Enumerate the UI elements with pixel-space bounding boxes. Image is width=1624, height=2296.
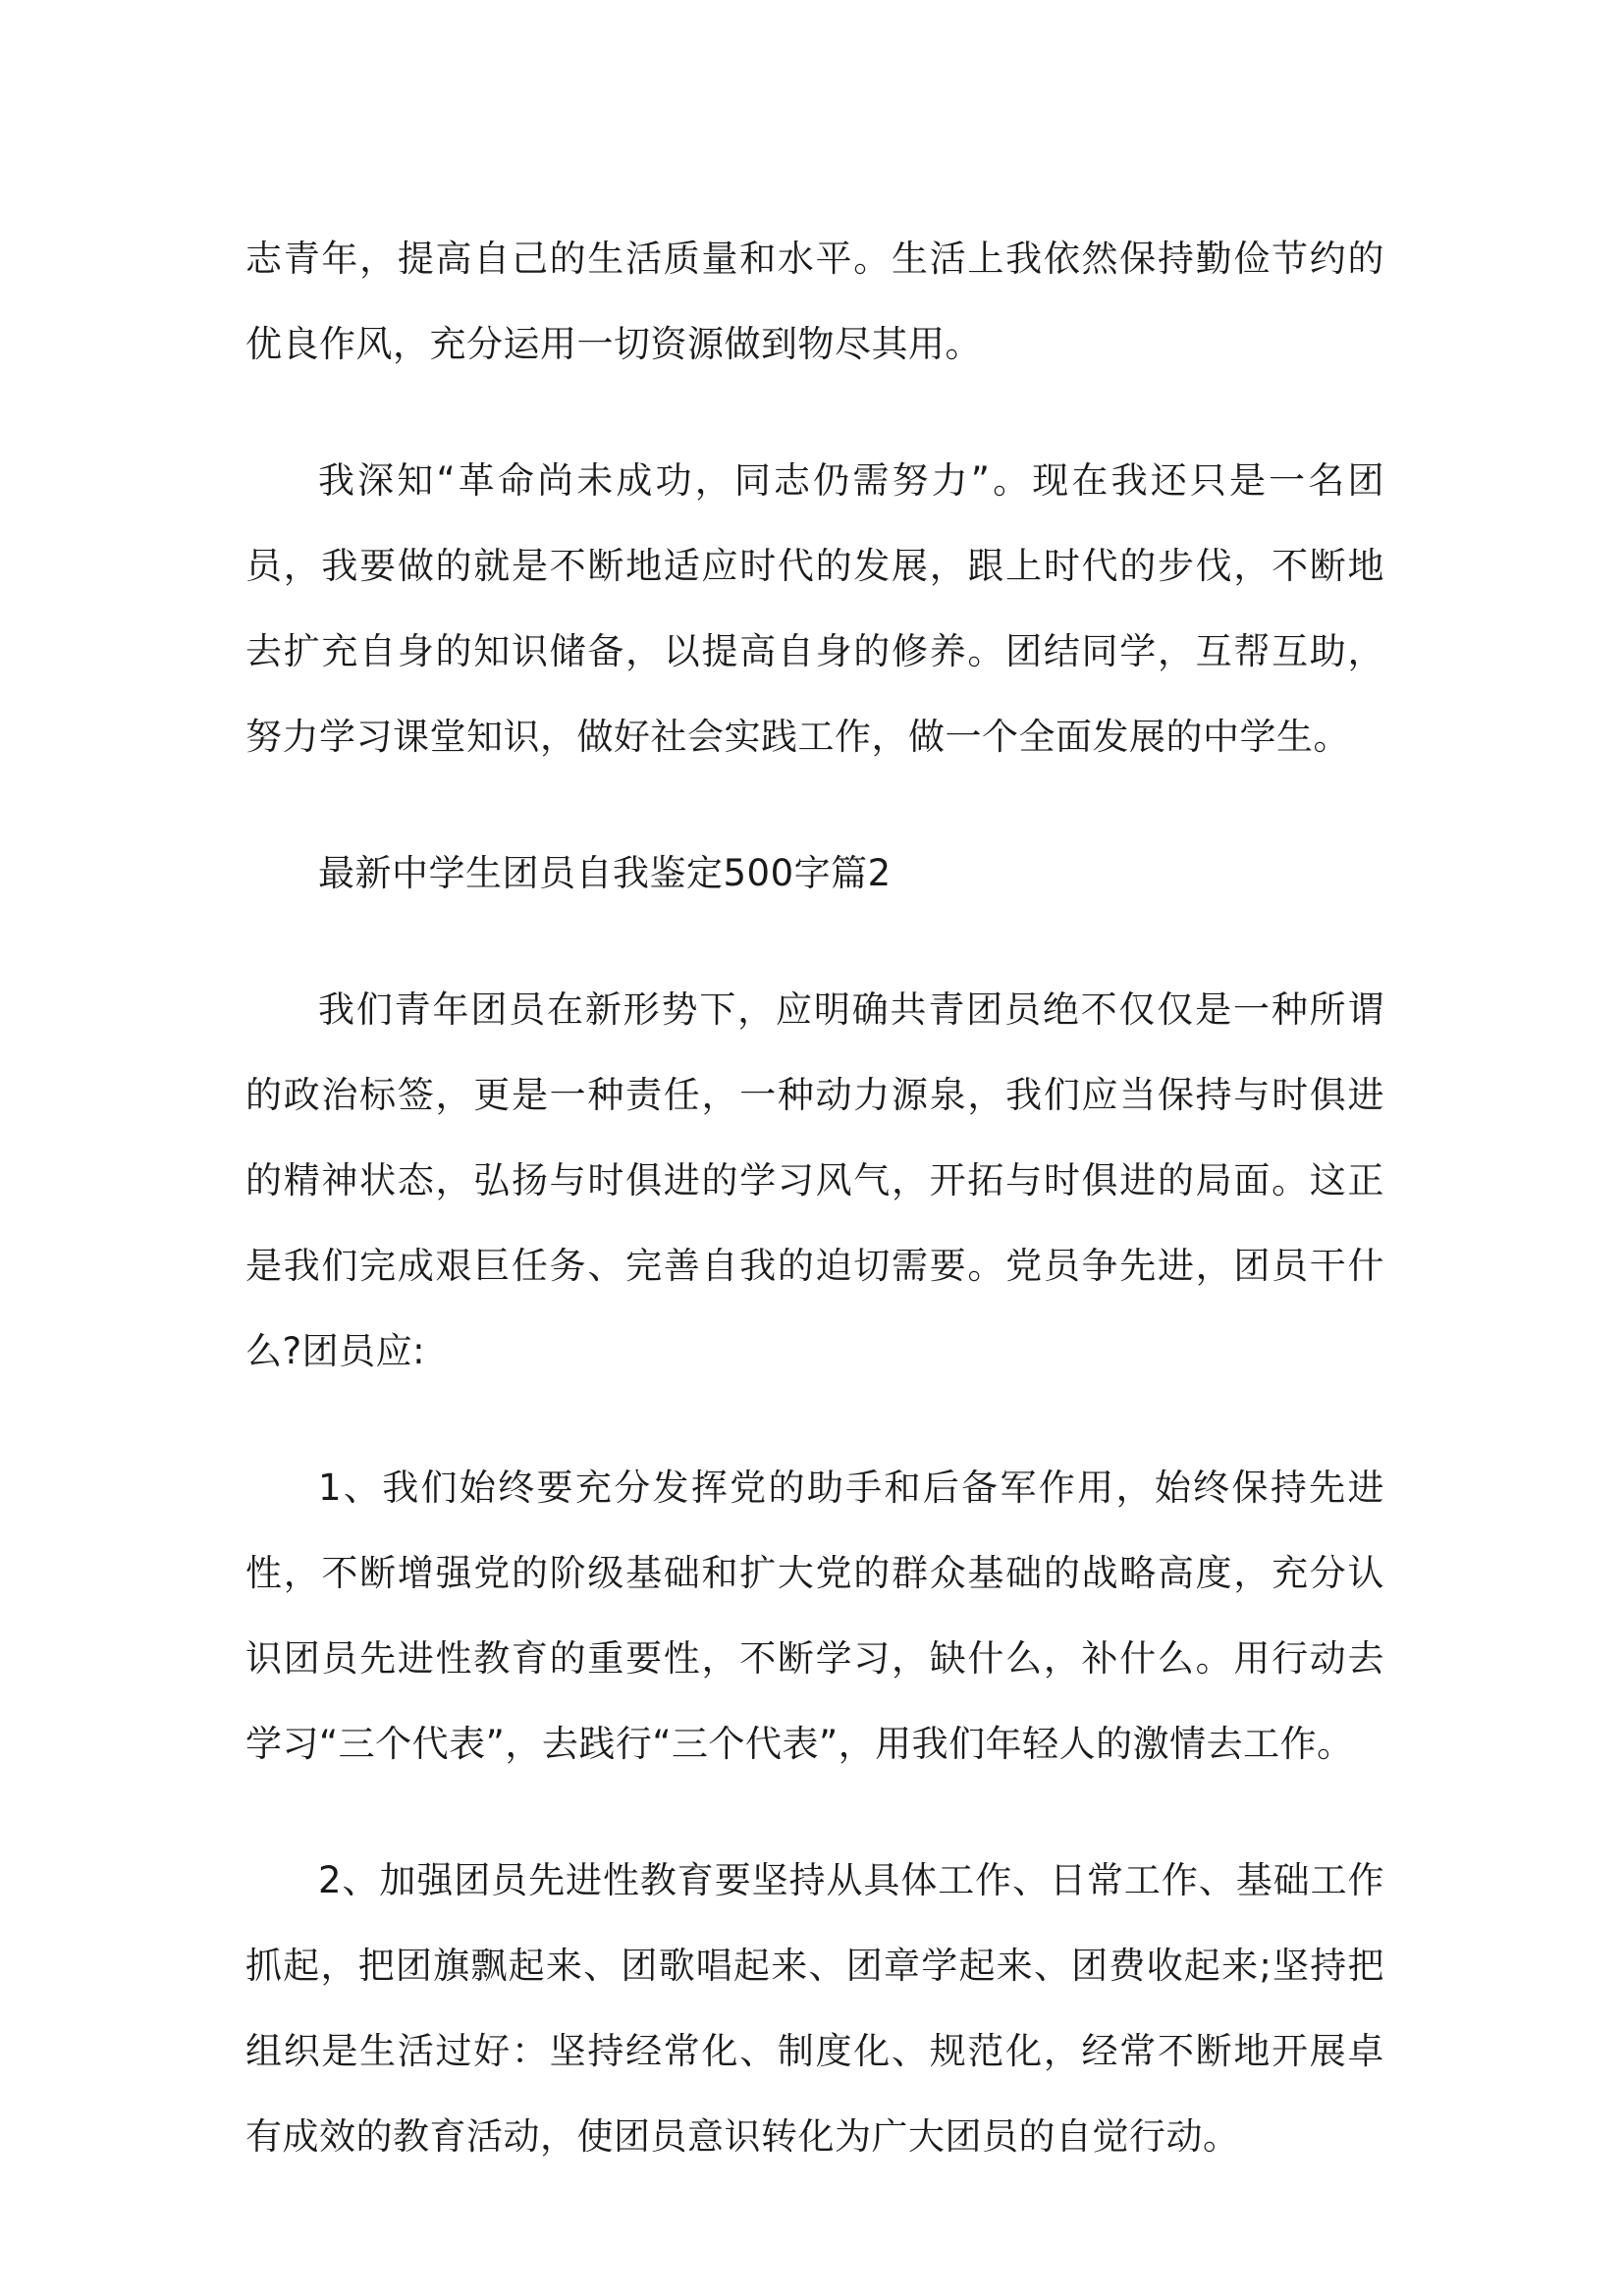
- paragraph-revolution: 我深知“革命尚未成功，同志仍需努力”。现在我还只是一名团员，我要做的就是不断地适应时代的发展，跟上时代的步伐，不断地去扩充自身的知识储备，以提高自身的修养。团结同学，互帮互助，努力学习课堂知识，做好社会实践工作，做一个全面发展的中学生。: [245, 459, 1384, 758]
- paragraph-continued: 志青年，提高自己的生活质量和水平。生活上我依然保持勤俭节约的优良作风，充分运用一切资源做到物尽其用。: [245, 238, 1384, 365]
- paragraph-point-1: 1、我们始终要充分发挥党的助手和后备军作用，始终保持先进性，不断增强党的阶级基础和扩大党的群众基础的战略高度，充分认识团员先进性教育的重要性，不断学习，缺什么，补什么。用行动去学习“三个代表”，去践行“三个代表”，用我们年轻人的激情去工作。: [245, 1467, 1384, 1765]
- paragraph-point-2: 2、加强团员先进性教育要坚持从具体工作、日常工作、基础工作抓起，把团旗飘起来、团歌唱起来、团章学起来、团费收起来;坚持把组织是生活过好：坚持经常化、制度化、规范化，经常不断地开展卓有成效的教育活动，使团员意识转化为广大团员的自觉行动。: [245, 1859, 1384, 2158]
- section-heading: 最新中学生团员自我鉴定500字篇2: [318, 852, 892, 894]
- document-body: [245, 216, 1384, 2230]
- paragraph-new-situation: 我们青年团员在新形势下，应明确共青团员绝不仅仅是一种所谓的政治标签，更是一种责任，一种动力源泉，我们应当保持与时俱进的精神状态，弘扬与时俱进的学习风气，开拓与时俱进的局面。这正是我们完成艰巨任务、完善自我的迫切需要。党员争先进，团员干什么?团员应:: [245, 988, 1384, 1372]
